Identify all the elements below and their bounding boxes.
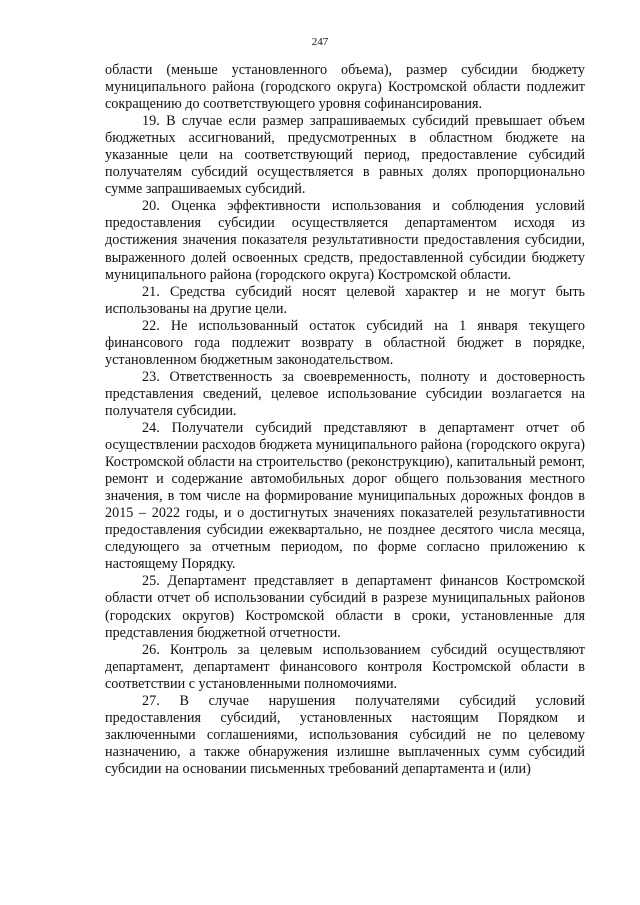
paragraph-20: 20. Оценка эффективности использования и соблюдения условий предоставления субсидии осуществляется департаментом исходя из достижения значения показателя результативности предоставления субсидии, выраженного долей освоенных средств, предоставленной субсидии бюджету муниципального района (городского округа) Костромской области. — [105, 198, 585, 283]
paragraph-25: 25. Департамент представляет в департамент финансов Костромской области отчет об использовании субсидий в разрезе муниципальных районов (городских округов) Костромской области в сроки, установленные для представления бюджетной отчетности. — [105, 573, 585, 641]
paragraph-21: 21. Средства субсидий носят целевой характер и не могут быть использованы на другие цели. — [105, 283, 585, 317]
paragraph-27: 27. В случае нарушения получателями субсидий условий предоставления субсидий, установленных настоящим Порядком и заключенными соглашениями, использования субсидий не по целевому назначению, а также обнаружения излишне выплаченных сумм субсидий субсидии на основании письменных требований департамента и (или) — [105, 692, 585, 777]
paragraph-22: 22. Не использованный остаток субсидий на 1 января текущего финансового года подлежит возврату в областной бюджет в порядке, установленном бюджетным законодательством. — [105, 317, 585, 368]
paragraph-continuation: области (меньше установленного объема), размер субсидии бюджету муниципального района (городского округа) Костромской области подлежит сокращению до соответствующего уровня софинансирования. — [105, 62, 585, 113]
paragraph-26: 26. Контроль за целевым использованием субсидий осуществляют департамент, департамент финансового контроля Костромской области в соответствии с установленными полномочиями. — [105, 641, 585, 692]
paragraph-24: 24. Получатели субсидий представляют в департамент отчет об осуществлении расходов бюджета муниципального района (городского округа) Костромской области на строительство (реконструкцию), капитальный ремонт, ремонт и содержание автомобильных дорог общего пользования местного значения, в том числе на формирование муниципальных дорожных фондов в 2015 – 2022 годы, и о достигнутых значениях показателей результативности предоставления субсидии ежеквартально, не позднее десятого числа месяца, следующего за отчетным периодом, по форме согласно приложению к настоящему Порядку. — [105, 419, 585, 573]
paragraph-19: 19. В случае если размер запрашиваемых субсидий превышает объем бюджетных ассигнований, предусмотренных в областном бюджете на указанные цели на соответствующий период, предоставление субсидий получателям субсидий осуществляется в равных долях пропорционально сумме запрашиваемых субсидий. — [105, 113, 585, 198]
paragraph-23: 23. Ответственность за своевременность, полноту и достоверность представления сведений, целевое использование субсидии возлагается на получателя субсидии. — [105, 368, 585, 419]
page-number: 247 — [311, 36, 329, 48]
document-body — [105, 62, 585, 778]
